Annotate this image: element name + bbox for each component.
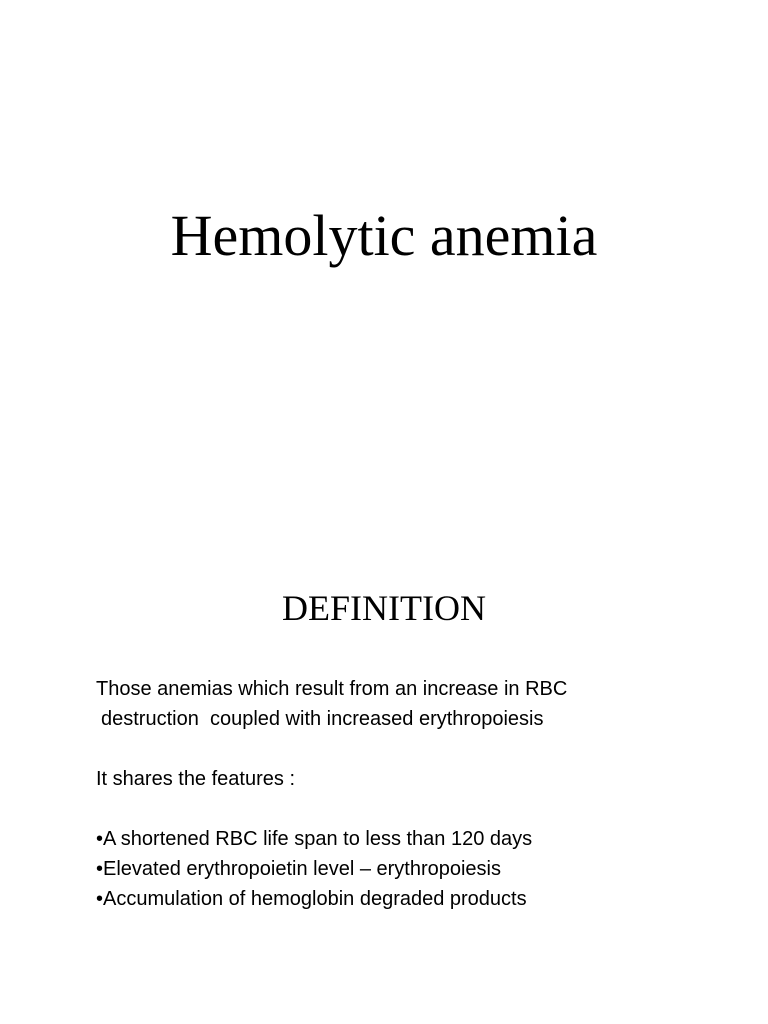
definition-line: destruction coupled with increased erythropoiesis (101, 708, 544, 730)
paragraph-spacer (96, 794, 736, 824)
feature-bullet: •Accumulation of hemoglobin degraded products (96, 888, 527, 910)
feature-bullet: •A shortened RBC life span to less than 120 days (96, 828, 533, 850)
slide-body-text (96, 674, 736, 914)
features-intro: It shares the features : (96, 768, 295, 790)
section-heading: DEFINITION (282, 588, 486, 628)
definition-line: Those anemias which result from an increase in RBC (96, 678, 568, 700)
definition-slide (0, 512, 768, 1024)
paragraph-spacer (96, 734, 736, 764)
slide-title: Hemolytic anemia (170, 203, 598, 268)
feature-bullet: •Elevated erythropoietin level – erythropoiesis (96, 858, 501, 880)
